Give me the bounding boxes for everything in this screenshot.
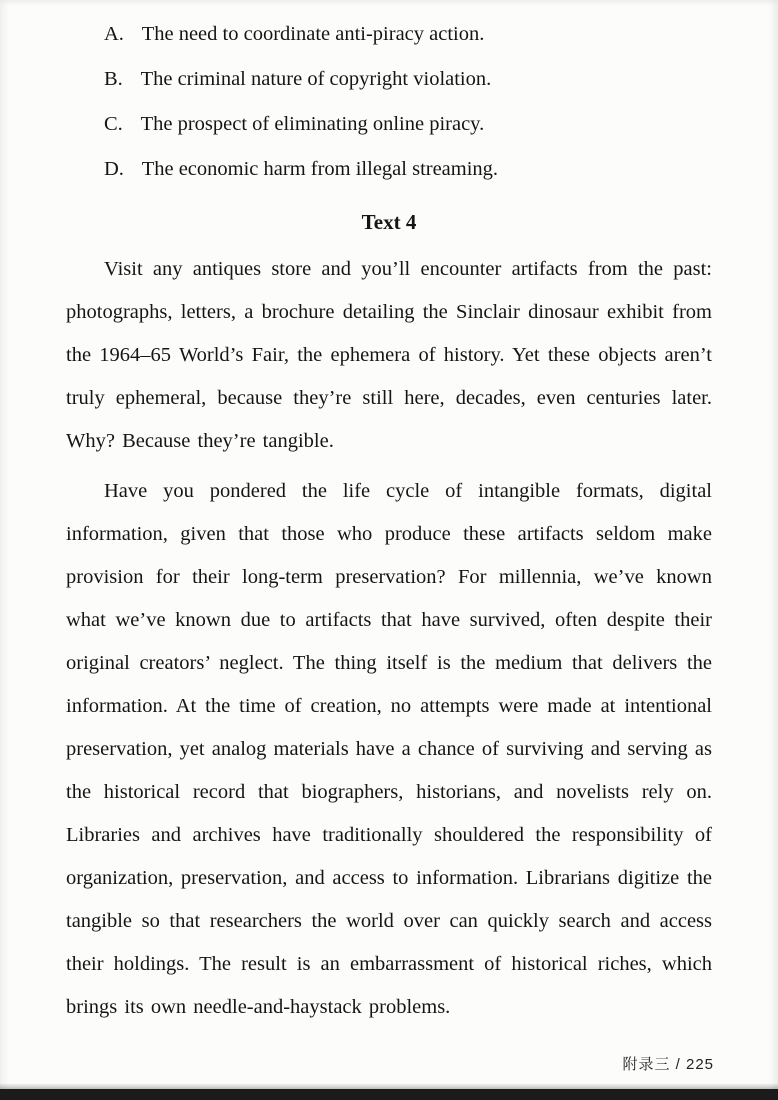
- option-a: [104, 12, 712, 57]
- option-c: [104, 102, 712, 147]
- scan-edge-bar: [0, 1089, 778, 1100]
- paragraph-1: Visit any antiques store and you’ll encounter artifacts from the past: photographs, letters, a brochure detailing the Sinclair dinosaur exhibit from the 1964–65 World’s Fair, the ephemera of history. Yet these objects aren’t truly ephemeral, because they’re still here, decades, even centuries later. Why? Because they’re tangible.: [66, 258, 712, 452]
- option-b-letter: B.: [104, 68, 123, 90]
- option-d: [104, 147, 712, 192]
- option-d-letter: D.: [104, 158, 124, 180]
- option-b: [104, 57, 712, 102]
- section-heading-text4: Text 4: [361, 210, 417, 234]
- options-list: [104, 12, 712, 192]
- option-a-letter: A.: [104, 23, 124, 45]
- option-a-text: The need to coordinate anti-piracy action.: [141, 23, 485, 45]
- option-d-text: The economic harm from illegal streaming.: [141, 158, 499, 180]
- option-c-text: The prospect of eliminating online piracy.: [140, 113, 485, 135]
- option-c-letter: C.: [104, 113, 123, 135]
- option-b-text: The criminal nature of copyright violation.: [140, 68, 492, 90]
- page-footer: 附录三 / 225: [622, 1056, 714, 1073]
- paragraph-2: Have you pondered the life cycle of intangible formats, digital information, given that those who produce these artifacts seldom make provision for their long-term preservation? For millennia, we’ve known what we’ve known due to artifacts that have survived, often despite their original creators’ neglect. The thing itself is the medium that delivers the information. At the time of creation, no attempts were made at intentional preservation, yet analog materials have a chance of surviving and serving as the historical record that biographers, historians, and novelists rely on. Libraries and archives have traditionally shouldered the responsibility of organization, preservation, and access to information. Librarians digitize the tangible so that researchers the world over can quickly search and access their holdings. The result is an embarrassment of historical riches, which brings its own needle-and-haystack problems.: [66, 480, 712, 1018]
